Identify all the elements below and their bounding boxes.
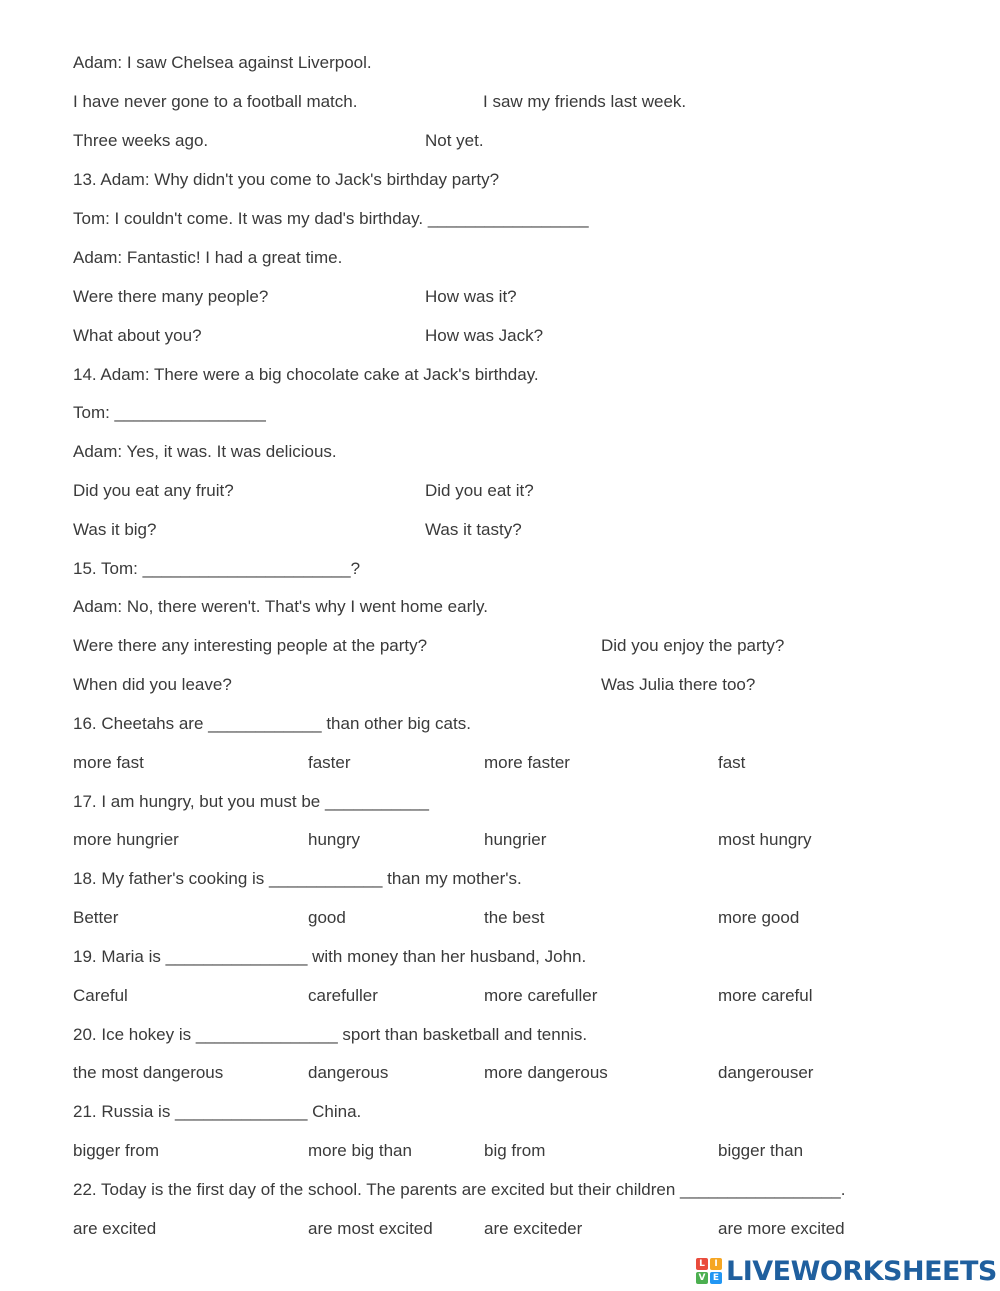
dialogue-line: Adam: Yes, it was. It was delicious. bbox=[73, 442, 337, 461]
option-q20-c[interactable]: more dangerous bbox=[484, 1063, 608, 1082]
option-q19-b[interactable]: carefuller bbox=[308, 986, 378, 1005]
option-q15-b[interactable]: Did you enjoy the party? bbox=[601, 636, 785, 655]
option-q15-d[interactable]: Was Julia there too? bbox=[601, 675, 756, 694]
logo-block: E bbox=[710, 1272, 722, 1284]
question-20: 20. Ice hokey is _______________ sport than basketball and tennis. bbox=[73, 1025, 588, 1044]
question-16: 16. Cheetahs are ____________ than other big cats. bbox=[73, 714, 471, 733]
option-q18-c[interactable]: the best bbox=[484, 908, 545, 927]
dialogue-line: Tom: I couldn't come. It was my dad's birthday. _________________ bbox=[73, 209, 589, 228]
option-q12-d[interactable]: Not yet. bbox=[425, 131, 484, 150]
option-q20-a[interactable]: the most dangerous bbox=[73, 1063, 224, 1082]
option-q17-c[interactable]: hungrier bbox=[484, 830, 547, 849]
option-q16-a[interactable]: more fast bbox=[73, 753, 144, 772]
option-q21-c[interactable]: big from bbox=[484, 1141, 546, 1160]
dialogue-line: Adam: No, there weren't. That's why I went home early. bbox=[73, 597, 488, 616]
option-q12-a[interactable]: I have never gone to a football match. bbox=[73, 92, 358, 111]
option-q20-d[interactable]: dangerouser bbox=[718, 1063, 814, 1082]
option-q15-c[interactable]: When did you leave? bbox=[73, 675, 232, 694]
option-q22-a[interactable]: are excited bbox=[73, 1219, 157, 1238]
option-q19-d[interactable]: more careful bbox=[718, 986, 813, 1005]
question-17: 17. I am hungry, but you must be ___________ bbox=[73, 792, 429, 811]
option-q21-b[interactable]: more big than bbox=[308, 1141, 412, 1160]
option-q14-d[interactable]: Was it tasty? bbox=[425, 520, 522, 539]
option-q21-d[interactable]: bigger than bbox=[718, 1141, 804, 1160]
option-q19-a[interactable]: Careful bbox=[73, 986, 128, 1005]
liveworksheets-logo bbox=[696, 1254, 997, 1288]
option-q20-b[interactable]: dangerous bbox=[308, 1063, 389, 1082]
dialogue-line: Adam: I saw Chelsea against Liverpool. bbox=[73, 53, 372, 72]
option-q22-b[interactable]: are most excited bbox=[308, 1219, 433, 1238]
option-q18-b[interactable]: good bbox=[308, 908, 346, 927]
option-q14-b[interactable]: Did you eat it? bbox=[425, 481, 534, 500]
question-18: 18. My father's cooking is ____________ than my mother's. bbox=[73, 869, 522, 888]
question-15: 15. Tom: ______________________? bbox=[73, 559, 361, 578]
option-q13-d[interactable]: How was Jack? bbox=[425, 326, 544, 345]
dialogue-line: Tom: ________________ bbox=[73, 403, 266, 422]
question-22: 22. Today is the first day of the school. The parents are excited but their children _________________. bbox=[73, 1180, 846, 1199]
logo-block: I bbox=[710, 1258, 722, 1270]
option-q18-d[interactable]: more good bbox=[718, 908, 800, 927]
option-q22-c[interactable]: are exciteder bbox=[484, 1219, 583, 1238]
question-19: 19. Maria is _______________ with money than her husband, John. bbox=[73, 947, 587, 966]
option-q13-a[interactable]: Were there many people? bbox=[73, 287, 269, 306]
question-14: 14. Adam: There were a big chocolate cake at Jack's birthday. bbox=[73, 365, 539, 384]
logo-blocks-icon bbox=[696, 1258, 722, 1284]
option-q13-c[interactable]: What about you? bbox=[73, 326, 202, 345]
brand-name: LIVEWORKSHEETS bbox=[726, 1255, 997, 1287]
option-q14-c[interactable]: Was it big? bbox=[73, 520, 157, 539]
logo-block: L bbox=[696, 1258, 708, 1270]
option-q12-b[interactable]: I saw my friends last week. bbox=[483, 92, 687, 111]
option-q17-b[interactable]: hungry bbox=[308, 830, 360, 849]
option-q18-a[interactable]: Better bbox=[73, 908, 119, 927]
option-q19-c[interactable]: more carefuller bbox=[484, 986, 598, 1005]
question-21: 21. Russia is ______________ China. bbox=[73, 1102, 362, 1121]
option-q15-a[interactable]: Were there any interesting people at the party? bbox=[73, 636, 428, 655]
question-13: 13. Adam: Why didn't you come to Jack's birthday party? bbox=[73, 170, 500, 189]
option-q22-d[interactable]: are more excited bbox=[718, 1219, 845, 1238]
option-q12-c[interactable]: Three weeks ago. bbox=[73, 131, 209, 150]
option-q21-a[interactable]: bigger from bbox=[73, 1141, 159, 1160]
option-q16-c[interactable]: more faster bbox=[484, 753, 570, 772]
option-q16-b[interactable]: faster bbox=[308, 753, 351, 772]
option-q14-a[interactable]: Did you eat any fruit? bbox=[73, 481, 234, 500]
dialogue-line: Adam: Fantastic! I had a great time. bbox=[73, 248, 343, 267]
logo-block: V bbox=[696, 1272, 708, 1284]
option-q17-d[interactable]: most hungry bbox=[718, 830, 812, 849]
option-q17-a[interactable]: more hungrier bbox=[73, 830, 179, 849]
option-q16-d[interactable]: fast bbox=[718, 753, 746, 772]
option-q13-b[interactable]: How was it? bbox=[425, 287, 517, 306]
